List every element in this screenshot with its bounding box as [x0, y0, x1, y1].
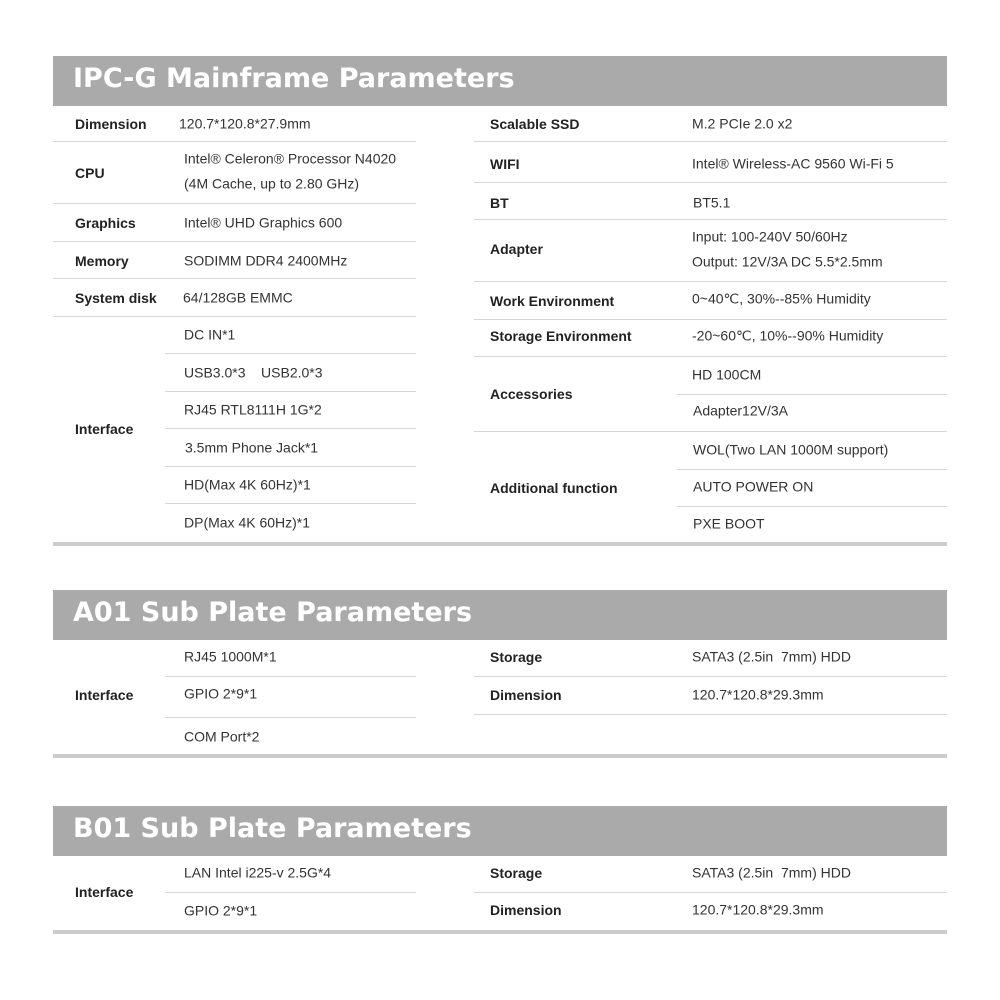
- b01-section: [53, 806, 947, 936]
- divider: [165, 892, 416, 893]
- divider: [165, 353, 416, 354]
- b01-dimension-value: 120.7*120.8*29.3mm: [692, 901, 824, 918]
- ssd-label: Scalable SSD: [490, 116, 580, 132]
- storage-env-label: Storage Environment: [490, 328, 632, 344]
- b01-dimension-label: Dimension: [490, 902, 562, 918]
- system-disk-label: System disk: [75, 290, 157, 306]
- adapter-label: Adapter: [490, 241, 543, 257]
- interface-label: Interface: [75, 421, 134, 437]
- additional-label: Additional function: [490, 480, 618, 496]
- a01-interface-item: GPIO 2*9*1: [184, 685, 258, 702]
- interface-item: 3.5mm Phone Jack*1: [185, 439, 319, 456]
- interface-item: RJ45 RTL8111H 1G*2: [184, 401, 322, 418]
- divider: [474, 892, 947, 893]
- divider: [53, 203, 416, 204]
- divider: [53, 316, 416, 317]
- system-disk-value: 64/128GB EMMC: [183, 289, 293, 306]
- a01-interface-item: COM Port*2: [184, 728, 260, 745]
- interface-item: DC IN*1: [184, 326, 236, 343]
- mainframe-section: [53, 56, 947, 550]
- a01-storage-value: SATA3 (2.5in 7mm) HDD: [692, 648, 851, 665]
- interface-item: DP(Max 4K 60Hz)*1: [184, 514, 311, 531]
- section-bottom-bar: [53, 754, 947, 758]
- b01-interface-item: LAN Intel i225-v 2.5G*4: [184, 864, 332, 881]
- divider: [53, 241, 416, 242]
- work-env-label: Work Environment: [490, 293, 615, 309]
- additional-item: PXE BOOT: [693, 515, 765, 532]
- b01-storage-label: Storage: [490, 865, 543, 881]
- section-bottom-bar: [53, 930, 947, 934]
- divider: [474, 182, 947, 183]
- b01-header: [53, 806, 947, 856]
- b01-interface-label: Interface: [75, 884, 134, 900]
- divider: [165, 428, 416, 429]
- a01-dimension-value: 120.7*120.8*29.3mm: [692, 686, 824, 703]
- divider: [677, 394, 947, 395]
- wifi-label: WIFI: [490, 156, 520, 172]
- b01-interface-item: GPIO 2*9*1: [184, 902, 258, 919]
- divider: [474, 431, 947, 432]
- graphics-value: Intel® UHD Graphics 600: [184, 214, 343, 231]
- mainframe-header: [53, 56, 947, 106]
- a01-section: [53, 590, 947, 760]
- a01-interface-item: RJ45 1000M*1: [184, 648, 277, 665]
- work-env-value: 0~40℃, 30%--85% Humidity: [692, 290, 871, 307]
- accessories-item: HD 100CM: [692, 366, 762, 383]
- ssd-value: M.2 PCIe 2.0 x2: [692, 115, 793, 132]
- wifi-value: Intel® Wireless-AC 9560 Wi-Fi 5: [692, 155, 894, 172]
- storage-env-value: -20~60℃, 10%--90% Humidity: [692, 327, 884, 344]
- memory-label: Memory: [75, 253, 129, 269]
- a01-title: A01 Sub Plate Parameters: [73, 597, 473, 628]
- divider: [474, 356, 947, 357]
- interface-item: HD(Max 4K 60Hz)*1: [184, 476, 311, 493]
- divider: [677, 506, 947, 507]
- divider: [677, 469, 947, 470]
- divider: [53, 278, 416, 279]
- section-bottom-bar: [53, 542, 947, 546]
- divider: [165, 717, 416, 718]
- cpu-label: CPU: [75, 165, 105, 181]
- divider: [474, 714, 947, 715]
- additional-item: AUTO POWER ON: [693, 478, 814, 495]
- cpu-line1: Intel® Celeron® Processor N4020: [184, 150, 397, 167]
- divider: [165, 391, 416, 392]
- cpu-line2: (4M Cache, up to 2.80 GHz): [184, 175, 360, 192]
- adapter-line1: Input: 100-240V 50/60Hz: [692, 228, 848, 245]
- divider: [53, 141, 416, 142]
- additional-item: WOL(Two LAN 1000M support): [693, 441, 889, 458]
- divider: [165, 676, 416, 677]
- divider: [474, 676, 947, 677]
- mainframe-title: IPC-G Mainframe Parameters: [73, 63, 515, 94]
- memory-value: SODIMM DDR4 2400MHz: [184, 252, 348, 269]
- divider: [474, 281, 947, 282]
- accessories-item: Adapter12V/3A: [693, 402, 788, 419]
- a01-header: [53, 590, 947, 640]
- b01-title: B01 Sub Plate Parameters: [73, 813, 472, 844]
- bt-label: BT: [490, 195, 509, 211]
- adapter-line2: Output: 12V/3A DC 5.5*2.5mm: [692, 253, 883, 270]
- divider: [474, 219, 947, 220]
- bt-value: BT5.1: [693, 194, 731, 211]
- b01-storage-value: SATA3 (2.5in 7mm) HDD: [692, 864, 851, 881]
- interface-item: USB3.0*3 USB2.0*3: [184, 364, 323, 381]
- dimension-label: Dimension: [75, 116, 147, 132]
- divider: [165, 466, 416, 467]
- dimension-value: 120.7*120.8*27.9mm: [179, 115, 311, 132]
- divider: [165, 503, 416, 504]
- a01-dimension-label: Dimension: [490, 687, 562, 703]
- a01-storage-label: Storage: [490, 649, 543, 665]
- graphics-label: Graphics: [75, 215, 136, 231]
- divider: [474, 141, 947, 142]
- divider: [474, 319, 947, 320]
- accessories-label: Accessories: [490, 386, 573, 402]
- a01-interface-label: Interface: [75, 687, 134, 703]
